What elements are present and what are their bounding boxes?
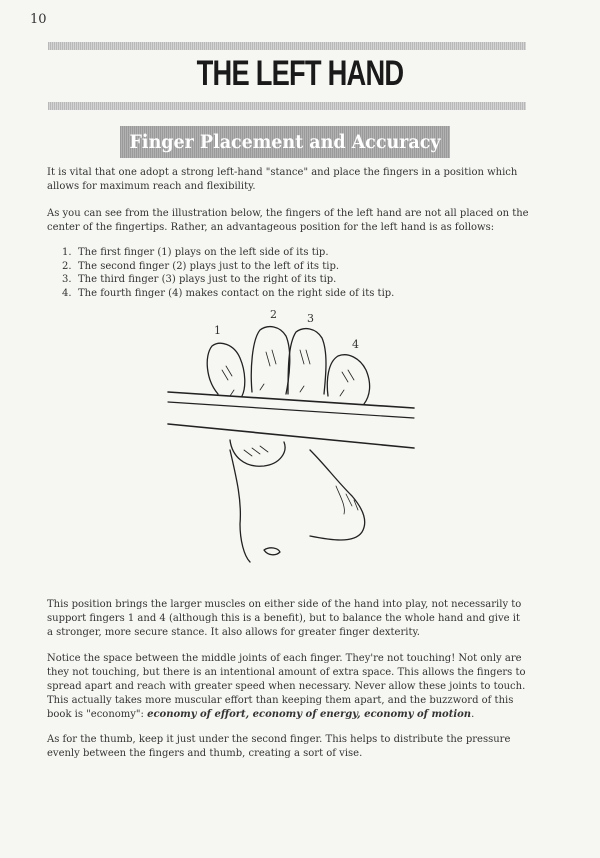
label-finger-4: 4 xyxy=(352,338,359,351)
top-rule xyxy=(48,42,526,50)
paragraph-joint-spacing: Notice the space between the middle joints of each finger. They're not touching! Not only are they not touching, but there is an intentional amount of extra space. This allows the fingers to spread apart and reach with greater speed when necessary. Never allow these joints to touch. This actually takes more muscular effort than keeping them apart, and the buzzword of this book is "economy": economy of effort, economy of energy, economy of motion. xyxy=(47,653,526,720)
section-heading-bar xyxy=(120,126,450,158)
thumb xyxy=(230,440,285,466)
page-number: 10 xyxy=(30,12,47,27)
finger-3 xyxy=(288,329,326,394)
paragraph-stance: It is vital that one adopt a strong left-hand "stance" and place the fingers in a position which allows for maximum reach and flexibility. xyxy=(47,167,518,192)
paragraph-muscles: This position brings the larger muscles on either side of the hand into play, not necessarily to support fingers 1 and 4 (although this is a benefit), but to balance the whole hand and give it a stronger, more secure stance. It also allows for greater finger dexterity. xyxy=(47,599,522,638)
economy-emphasis: economy of effort, economy of energy, economy of motion xyxy=(147,709,472,720)
label-finger-2: 2 xyxy=(270,308,277,321)
page-title: THE LEFT HAND xyxy=(196,54,404,93)
bottom-rule xyxy=(48,102,526,110)
list-item: 2. The second finger (2) plays just to the left of its tip. xyxy=(62,260,340,272)
finger-4 xyxy=(327,355,369,404)
paragraph-thumb: As for the thumb, keep it just under the second finger. This helps to distribute the pressure evenly between the fingers and thumb, creating a sort of vise. xyxy=(47,734,511,759)
label-finger-3: 3 xyxy=(307,312,314,325)
finger-2 xyxy=(251,327,290,394)
wrist-left xyxy=(230,450,250,562)
list-item: 1. The first finger (1) plays on the left side of its tip. xyxy=(62,247,329,258)
paragraph-illustration-intro: As you can see from the illustration below, the fingers of the left hand are not all placed on the center of the fingertips. Rather, an advantageous position for the left hand is as follows: xyxy=(47,208,529,233)
left-hand-illustration xyxy=(160,300,430,570)
section-heading: Finger Placement and Accuracy xyxy=(129,131,441,153)
list-item: 3. The third finger (3) plays just to the right of its tip. xyxy=(62,274,337,285)
label-finger-1: 1 xyxy=(214,324,221,337)
fingerboard-edge-bottom xyxy=(168,424,414,448)
finger-position-list xyxy=(62,246,394,300)
wrist-right xyxy=(310,450,365,540)
finger-1 xyxy=(207,343,245,396)
list-item: 4. The fourth finger (4) makes contact on the right side of its tip. xyxy=(62,287,395,299)
fingerboard-edge-top xyxy=(168,392,414,408)
cuff-detail xyxy=(264,548,280,555)
